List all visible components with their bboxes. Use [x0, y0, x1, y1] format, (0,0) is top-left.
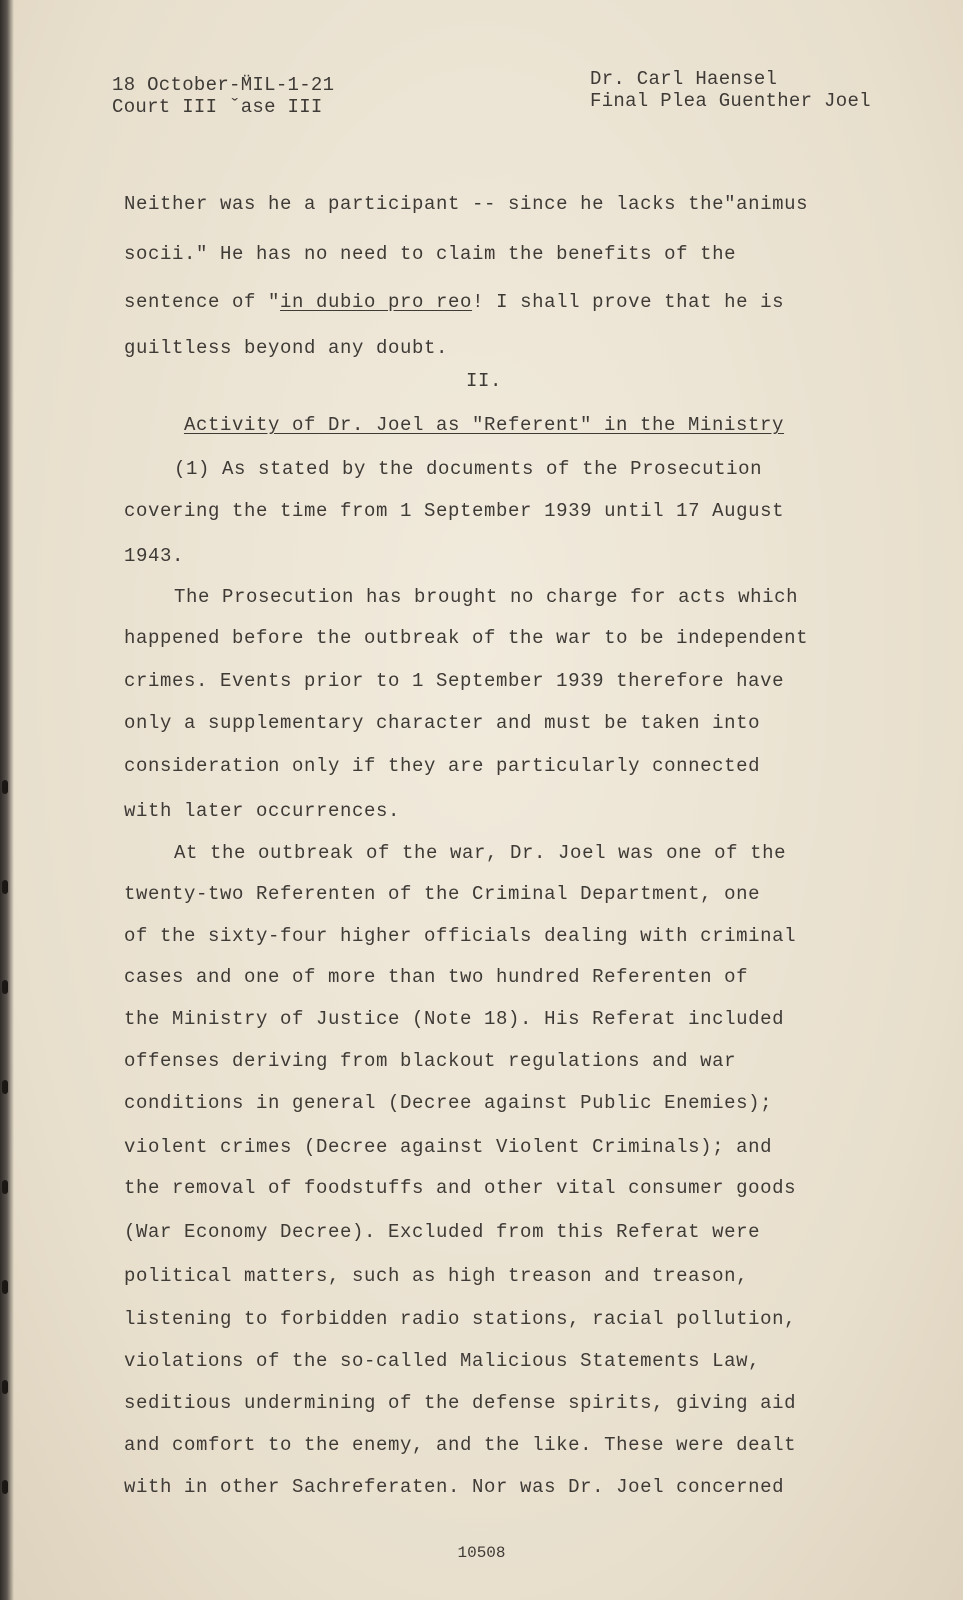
binding-hole: [2, 1080, 8, 1094]
text-line: 1943.: [124, 545, 185, 567]
text-line: with in other Sachreferaten. Nor was Dr. Joel concerned: [124, 1476, 785, 1498]
text-line: (1) As stated by the documents of the Prosecution: [174, 458, 763, 480]
binding-hole: [2, 1280, 8, 1294]
text-line: offenses deriving from blackout regulations and war: [124, 1050, 737, 1072]
text-line: violations of the so-called Malicious Statements Law,: [124, 1350, 761, 1372]
binding-hole: [2, 1480, 8, 1494]
text-line: the Ministry of Justice (Note 18). His Referat included: [124, 1008, 785, 1030]
text-line: with later occurrences.: [124, 800, 401, 822]
page-number: 10508: [457, 1544, 506, 1562]
text-line: violent crimes (Decree against Violent Criminals); and: [124, 1136, 773, 1158]
author-reference: [590, 68, 871, 112]
text-line: and comfort to the enemy, and the like. These were dealt: [124, 1434, 797, 1456]
binding-edge: [0, 0, 14, 1600]
text-line: covering the time from 1 September 1939 until 17 August: [124, 500, 785, 522]
binding-hole: [2, 980, 8, 994]
text-line: Neither was he a participant -- since he lacks the"animus: [124, 193, 809, 215]
text-line: consideration only if they are particularly connected: [124, 755, 761, 777]
text-line: only a supplementary character and must be taken into: [124, 712, 761, 734]
text-fragment: sentence of ": [124, 291, 281, 313]
section-title: Activity of Dr. Joel as "Referent" in the Ministry: [183, 414, 785, 436]
text-line: the removal of foodstuffs and other vital consumer goods: [124, 1177, 797, 1199]
case-reference: [112, 74, 334, 118]
document-title: Final Plea Guenther Joel: [590, 90, 871, 112]
section-number: II.: [465, 370, 502, 392]
text-line: conditions in general (Decree against Public Enemies);: [124, 1092, 773, 1114]
text-fragment: ! I shall prove that he is: [472, 291, 785, 313]
author-name: Dr. Carl Haensel: [590, 68, 778, 90]
text-line: cases and one of more than two hundred Referenten of: [124, 966, 749, 988]
text-line: The Prosecution has brought no charge for acts which: [174, 586, 799, 608]
binding-hole: [2, 1180, 8, 1194]
text-line: political matters, such as high treason and treason,: [124, 1265, 749, 1287]
binding-hole: [2, 1380, 8, 1394]
text-line: of the sixty-four higher officials dealing with criminal: [124, 925, 797, 947]
binding-hole: [2, 780, 8, 794]
text-line: socii." He has no need to claim the benefits of the: [124, 243, 737, 265]
text-line: [124, 291, 784, 313]
binding-hole: [2, 880, 8, 894]
text-line: seditious undermining of the defense spirits, giving aid: [124, 1392, 797, 1414]
text-line: happened before the outbreak of the war to be independent: [124, 627, 809, 649]
case-court-line: Court III ˇase III: [112, 96, 323, 118]
text-line: At the outbreak of the war, Dr. Joel was one of the: [174, 842, 787, 864]
text-line: twenty-two Referenten of the Criminal Department, one: [124, 883, 761, 905]
text-line: listening to forbidden radio stations, racial pollution,: [124, 1308, 797, 1330]
case-date-line: 18 October-M̈IL-1-21: [112, 74, 335, 96]
text-line: crimes. Events prior to 1 September 1939 therefore have: [124, 670, 785, 692]
text-line: guiltless beyond any doubt.: [124, 337, 449, 359]
text-line: (War Economy Decree). Excluded from this Referat were: [124, 1221, 761, 1243]
latin-phrase: in dubio pro reo: [280, 291, 473, 313]
